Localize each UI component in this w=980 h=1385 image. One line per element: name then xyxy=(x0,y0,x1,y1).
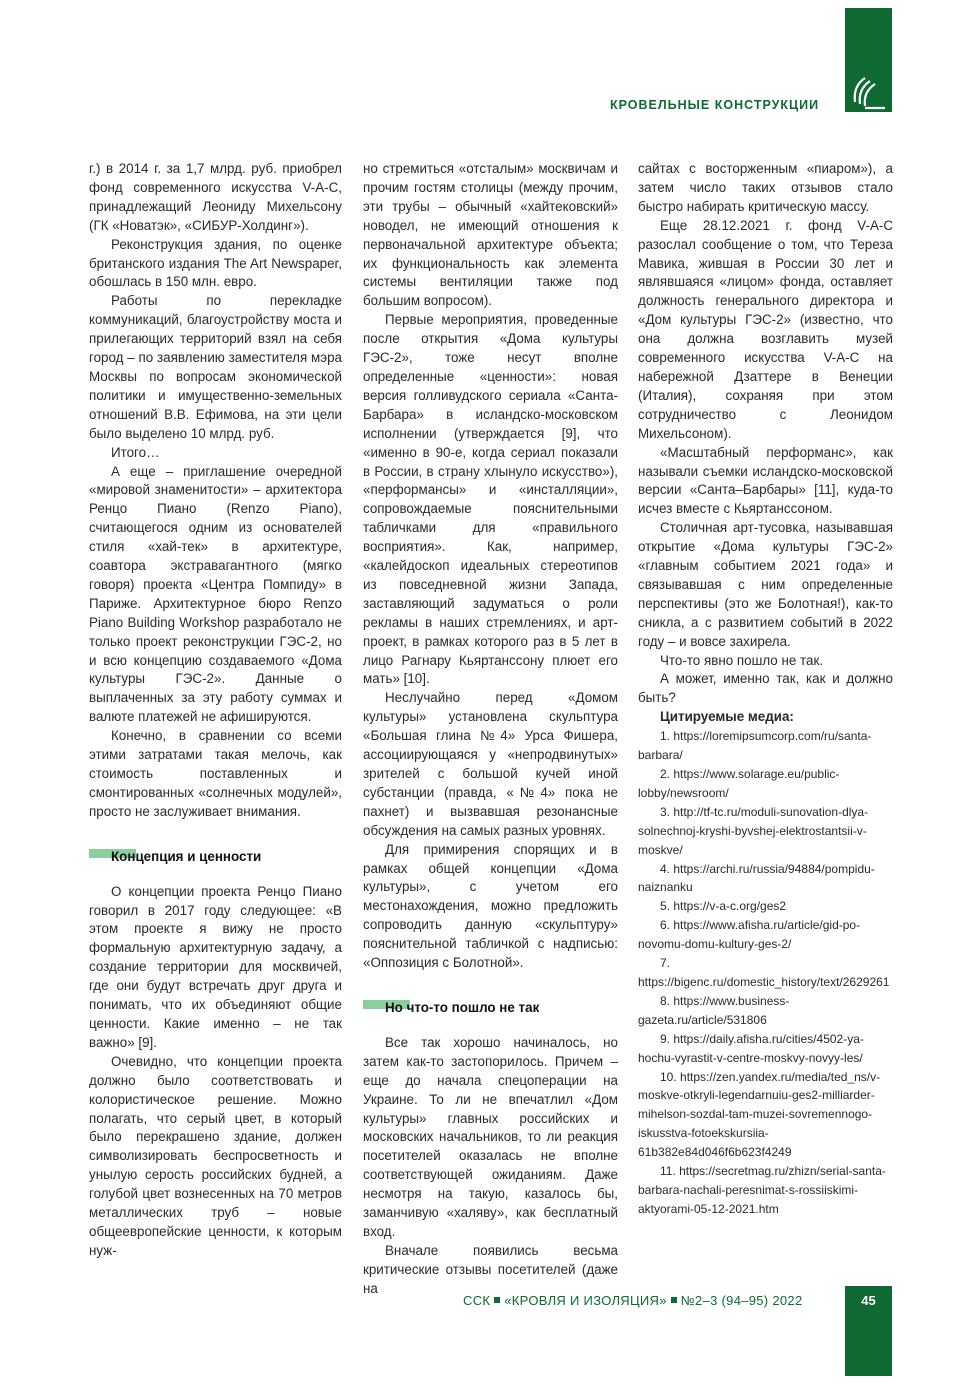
paragraph: но стремиться «отсталым» москвичам и прочим гостям столицы (между прочим, эти трубы – обычный «хайтековский» новодел, не имеющий отношения к первоначальной архитектуре объекта; их функциональность как элемента системы вентиляции также под большим вопросом). xyxy=(363,161,618,309)
footer-magazine: «КРОВЛЯ И ИЗОЛЯЦИЯ» xyxy=(504,1293,667,1308)
reference-item[interactable]: 5. https://v-a-c.org/ges2 xyxy=(660,899,787,914)
heading-text: Концепция и ценности xyxy=(111,848,262,864)
square-bullet-icon xyxy=(494,1297,500,1303)
paragraph: О концепции проекта Ренцо Пиано говорил в 2017 году следующее: «В этом проекте я вижу не просто формальную архитектурную задачу, а создание территории для москвичей, где они будут встречать друг друга и понимать, что их объединяют общие ценности. Какие именно – не так важно» [9]. xyxy=(89,883,342,1050)
reference-item[interactable]: 9. https://daily.afisha.ru/cities/4502-ya-hochu-vyrastit-v-centre-moskvy-novyy-les/ xyxy=(638,1031,864,1065)
paragraph: Очевидно, что концепции проекта должно было соответствовать и колористическое решение. Можно полагать, что серый цвет, в который было перекрашено здание, должен символизировать беспросветность и унылую серость российских будней, а голубой цвет вознесенных на 70 метров металлических труб – новые общеевропейские ценности, к которым нуж- xyxy=(89,1053,342,1258)
reference-item[interactable]: 4. https://archi.ru/russia/94884/pompidu-naiznanku xyxy=(638,861,875,895)
paragraph: Для примирения спорящих и в рамках общей концепции «Дома культуры», с учетом его местонахождения, можно предложить сопроводить данную «скульптуру» пояснительной табличкой с надписью: «Оппозиция с Болотной». xyxy=(363,841,618,971)
square-bullet-icon xyxy=(671,1297,677,1303)
paragraph: «Масштабный перформанс», как называли съемки исландско-московской версии «Санта–Барбары» [11], куда-то исчез вместе с Кьяртанссоном. xyxy=(638,444,893,517)
column-1 xyxy=(89,160,342,1261)
references-title: Цитируемые медиа: xyxy=(660,709,794,725)
column-3 xyxy=(638,160,893,1219)
paragraph: Первые мероприятия, проведенные после открытия «Дома культуры ГЭС-2», тоже несут вполне определенные «ценности»: новая версия голливудского сериала «Санта-Барбара» в исландско-московском исполнении (утверждается [9], что «именно в 90-е, когда сериал показали в России, в страну хлынуло искусство»), «перформансы» и «инсталляции», сопровождаемые пояснительными табличками для «правильного восприятия». Как, например, «калейдоскоп идеальных стереотипов из повседневной жизни Запада, заставляющий задуматься о роли рекламы в наших стремлениях, и арт-проект, в рамках которого раз в 5 лет в лицо Рагнару Кьяртанссону плюет его мать» [10]. xyxy=(363,312,618,687)
paragraph: А еще – приглашение очередной «мировой знаменитости» – архитектора Ренцо Пиано (Renzo Piano), считающегося одним из основателей стиля «хай-тек» в архитектуре, соавтора экстравагантного (мягко говоря) проекта «Центра Помпиду» в Париже. Архитектурное бюро Renzo Piano Building Workshop разработало не только проект реконструкции ГЭС-2, но и всю концепцию создаваемого «Дома культуры ГЭС-2». Данные о выплаченных за эту работу суммах и валюте платежей не афишируются. xyxy=(89,463,342,725)
section-heading xyxy=(89,848,342,867)
column-2 xyxy=(363,160,618,1299)
reference-item[interactable]: 3. http://tf-tc.ru/moduli-sunovation-dlya-solnechnoj-kryshi-byvshej-elektrostantsii-v-moskve/ xyxy=(638,804,869,857)
paragraph: Итого… xyxy=(111,444,160,460)
reference-item[interactable]: 2. https://www.solarage.eu/public-lobby/newsroom/ xyxy=(638,767,840,800)
footer-publication xyxy=(463,1293,802,1308)
paragraph: Реконструкция здания, по оценке британского издания The Art Newspaper, обошлась в 150 млн. евро. xyxy=(89,236,342,290)
paragraph: Столичная арт-тусовка, называвшая открытие «Дома культуры ГЭС-2» «главным событием 2021 года» и связывавшая с ним определенные перспективы (это же Болотная!), как-то сникла, а с развитием событий в 2022 году – и вовсе захирела. xyxy=(638,520,893,649)
paragraph: Работы по перекладке коммуникаций, благоустройству моста и прилегающих территорий взял на себя город – по заявлению заместителя мэра Москвы по вопросам экономической политики и имущественно-земельных отношений В.В. Ефимова, на эти цели было выделено 10 млрд. руб. xyxy=(89,293,342,441)
reference-item[interactable]: 8. https://www.business-gazeta.ru/article/531806 xyxy=(638,993,790,1027)
reference-item[interactable]: 6. https://www.afisha.ru/article/gid-po-novomu-domu-kultury-ges-2/ xyxy=(638,918,861,952)
paragraph: Конечно, в сравнении со всеми этими затратами такая мелочь, как стоимость поставленных и смонтированных «солнечных модулей», просто не заслуживает внимания. xyxy=(89,728,342,819)
paragraph: г.) в 2014 г. за 1,7 млрд. руб. приобрел фонд современного искусства V-A-C, принадлежащий Леониду Михельсону (ГК «Новатэк», «СИБУР-Холдинг»). xyxy=(89,161,342,233)
reference-item[interactable]: 11. https://secretmag.ru/zhizn/serial-santa-barbara-nachali-peresnimat-s-rossiiskimi-aktyorami-05-12-2021.htm xyxy=(638,1164,886,1216)
paragraph: Что-то явно пошло не так. xyxy=(660,652,824,668)
page-number: 45 xyxy=(861,1293,876,1308)
header-green-bar xyxy=(845,8,892,112)
paragraph: Неслучайно перед «Домом культуры» установлена скульптура «Большая глина №4» Урса Фишера, ассоциирующаяся у «непродвинутых» зрителей с большой кучей иной субстанции (правда, «№4» пока не пахнет) и вызвавшая резонансные обсуждения на самых разных уровнях. xyxy=(363,690,618,838)
paragraph: сайтах с восторженным «пиаром»), а затем число таких отзывов стало быстро набирать критическую массу. xyxy=(638,161,893,214)
footer-issue: №2–3 (94–95) 2022 xyxy=(680,1293,803,1308)
reference-item[interactable]: 10. https://zen.yandex.ru/media/ted_ns/v-moskve-otkryli-legendarnuiu-ges2-milliarder-mihelson-sozdal-tam-muzei-sovremennogo-iskusstva-fotoekskursiia-61b382e84d046f6b623f4249 xyxy=(638,1069,881,1160)
paragraph: Вначале появились весьма критические отзывы посетителей (даже на xyxy=(363,1242,618,1296)
paragraph: А может, именно так, как и должно быть? xyxy=(638,671,893,706)
roof-waves-logo-icon xyxy=(849,72,887,110)
reference-item[interactable]: 7. https://bigenc.ru/domestic_history/text/2629261 xyxy=(638,956,890,989)
heading-text: Но что-то пошло не так xyxy=(385,999,540,1015)
paragraph: Еще 28.12.2021 г. фонд V-A-C разослал сообщение о том, что Тереза Мавика, жившая в России 30 лет и являвшаяся «лицом» фонда, оставляет должность генерального директора и «Дом культуры ГЭС-2» (известно, что она должна возглавить музей современного искусства V-A-C на набережной Дзаттере в Венеции (Италия), сохраняя при этом сотрудничество с Леонидом Михельсоном). xyxy=(638,217,893,441)
section-heading xyxy=(363,999,618,1018)
references-list xyxy=(638,727,893,1219)
paragraph: Все так хорошо начиналось, но затем как-то застопорилось. Причем – еще до начала спецоперации на Украине. То ли не впечатлил «Дом культуры» главных российских и московских начальников, то ли реакция посетителей оказалась не вполне соответствующей ожиданиям. Даже несмотря на такую, казалось бы, заманчивую «халяву», как бесплатный вход. xyxy=(363,1034,618,1239)
reference-item[interactable]: 1. https://loremipsumcorp.com/ru/santa-barbara/ xyxy=(638,729,872,763)
page-number-box xyxy=(845,1286,892,1376)
footer-publisher: ССК xyxy=(463,1293,491,1308)
section-label: КРОВЕЛЬНЫЕ КОНСТРУКЦИИ xyxy=(610,98,820,112)
